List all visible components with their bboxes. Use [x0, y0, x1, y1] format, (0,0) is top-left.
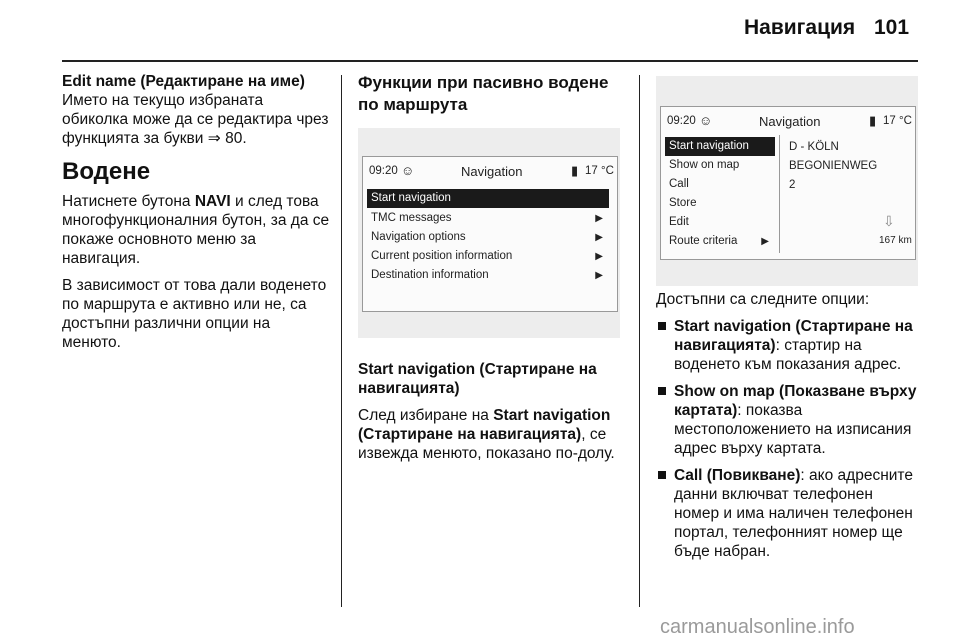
- screen-temperature: 17 °C: [585, 165, 614, 177]
- menu-item-label: Edit: [669, 216, 689, 228]
- start-nav-text-post: , се извежда менюто, показано по-долу.: [358, 426, 615, 462]
- menu-item-label: Destination information: [371, 269, 489, 281]
- chevron-right-icon: ▶: [595, 232, 603, 243]
- screen-divider: [779, 135, 780, 253]
- edit-name-paragraph: [62, 72, 330, 148]
- column-divider-2: [639, 75, 640, 607]
- menu-item-route-criteria[interactable]: [665, 232, 775, 251]
- menu-options-paragraph: В зависимост от това дали воденето по маршрута е активно или не, са достъпни различни опции на менюто.: [62, 277, 327, 351]
- chevron-right-icon: ▶: [595, 270, 603, 281]
- menu-item-label: Store: [669, 197, 697, 209]
- screen-clock: 09:20: [667, 115, 696, 127]
- chevron-right-icon: ▶: [761, 236, 769, 247]
- chevron-right-icon: ▶: [595, 213, 603, 224]
- column-3-text: [656, 290, 922, 569]
- guidance-icon: ☺: [401, 163, 415, 178]
- menu-item-label: Show on map: [669, 159, 740, 171]
- menu-item-edit[interactable]: [665, 213, 775, 232]
- menu-item-navigation-options[interactable]: [367, 228, 609, 247]
- menu-item-start-navigation[interactable]: [367, 189, 609, 208]
- menu-item-current-position[interactable]: [367, 247, 609, 266]
- guidance-icon: ☺: [699, 113, 713, 128]
- menu-item-label: Route criteria: [669, 235, 738, 247]
- temperature-icon: ▮: [869, 113, 877, 128]
- menu-item-label: TMC messages: [371, 212, 452, 224]
- navi-button-name: NAVI: [194, 193, 231, 210]
- options-list: [656, 317, 922, 561]
- menu-item-label: Call: [669, 178, 689, 190]
- screen-title: Navigation: [461, 164, 523, 179]
- navi-text-post: и след това многофункционалния бутон, за да се покаже основното меню за навигация.: [62, 193, 330, 267]
- menu-item-store[interactable]: [665, 194, 775, 213]
- header-rule: [62, 60, 918, 62]
- section-heading: Водене: [62, 158, 151, 185]
- option-name: Call (Повикване): [674, 467, 801, 484]
- start-nav-text-pre: След избиране на: [358, 407, 489, 424]
- menu-item-label: Start navigation: [371, 192, 451, 204]
- destination-number: 2: [789, 179, 796, 191]
- navi-text-pre: Натиснете бутона: [62, 193, 191, 210]
- menu-item-tmc-messages[interactable]: [367, 209, 609, 228]
- chevron-right-icon: ▶: [595, 251, 603, 262]
- start-nav-option-name: Start navigation (Стартиране на навигацията): [358, 407, 611, 443]
- arrow-down-icon: ⇩: [883, 213, 895, 229]
- option-name: Start navigation (Стартиране на навигацията): [674, 318, 913, 354]
- chapter-title: Навигация: [744, 16, 856, 39]
- temperature-icon: ▮: [571, 163, 579, 178]
- column-2: [358, 72, 624, 128]
- screen-temperature: 17 °C: [883, 115, 912, 127]
- menu-item-show-on-map[interactable]: [665, 156, 775, 175]
- option-description: : ако адресните данни включват телефонен номер и има наличен телефонен портал, телефонният номер ще бъде набран.: [674, 467, 913, 560]
- menu-item-destination-info[interactable]: [367, 266, 609, 285]
- nav-screen-2: [660, 106, 916, 260]
- page-ref-arrow-icon: ⇒: [207, 130, 221, 147]
- list-item: [656, 317, 922, 374]
- destination-city: D - KÖLN: [789, 141, 839, 153]
- menu-item-start-navigation[interactable]: [665, 137, 775, 156]
- column-divider-1: [341, 75, 342, 607]
- page-number: 101: [874, 16, 910, 39]
- edit-name-label: Edit name (Редактиране на име): [62, 73, 305, 90]
- screen-clock: 09:20: [369, 165, 398, 177]
- option-name: Show on map (Показване върху картата): [674, 383, 917, 419]
- column-2-lower: [358, 360, 624, 471]
- start-navigation-paragraph: [358, 406, 624, 463]
- list-item: [656, 466, 922, 561]
- menu-item-label: Navigation options: [371, 231, 466, 243]
- passive-guidance-heading: Функции при пасивно водене по маршрута: [358, 73, 609, 114]
- destination-street: BEGONIENWEG: [789, 160, 878, 172]
- menu-item-label: Current position information: [371, 250, 513, 262]
- menu-item-call[interactable]: [665, 175, 775, 194]
- destination-distance: 167 km: [879, 235, 912, 246]
- option-description: : показва местоположението на изписания адрес върху картата.: [674, 402, 912, 457]
- nav-screen-1: [362, 156, 618, 312]
- option-description: : стартир на воденето към показания адрес.: [674, 337, 902, 373]
- column-1: [62, 72, 330, 360]
- list-item: [656, 382, 922, 458]
- start-navigation-subheading: Start navigation (Стартиране на навигацията): [358, 361, 597, 397]
- options-intro: Достъпни са следните опции:: [656, 291, 870, 308]
- watermark: carmanualsonline.info: [660, 616, 855, 638]
- screen-title: Navigation: [759, 114, 821, 129]
- page-ref: 80.: [225, 130, 247, 147]
- menu-item-label: Start navigation: [669, 140, 749, 152]
- navi-paragraph: [62, 192, 330, 268]
- edit-name-text: Името на текущо избраната обиколка може да се редактира чрез функцията за букви: [62, 92, 329, 147]
